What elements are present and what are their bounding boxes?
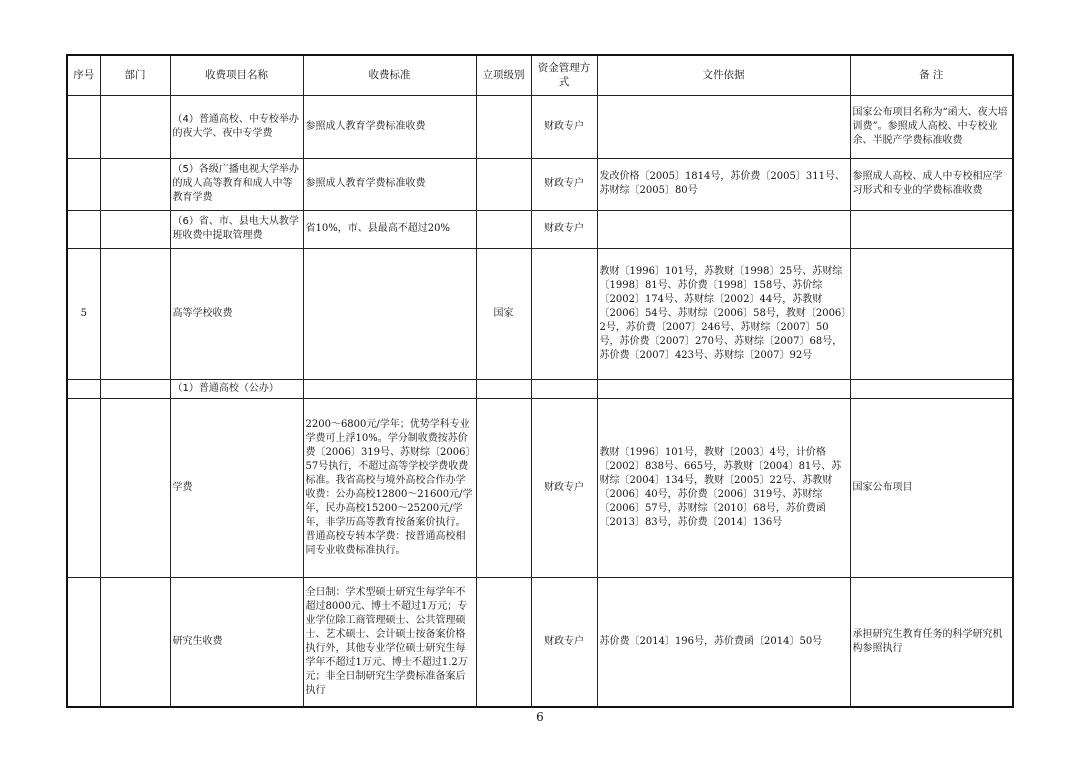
col-header-fund: 资金管理方式 <box>531 55 597 95</box>
col-header-item: 收费项目名称 <box>170 55 303 95</box>
cell-remark: 参照成人高校、成人中专校相应学习形式和专业的学费标准收费 <box>850 158 1013 210</box>
cell-level <box>476 158 531 210</box>
cell-item: （4）普通高校、中专校举办的夜大学、夜中专学费 <box>170 95 303 158</box>
table-row <box>67 379 1013 398</box>
cell-item: （5）各级广播电视大学举办的成人高等教育和成人中等教育学费 <box>170 158 303 210</box>
cell-item: （6）省、市、县电大从教学班收费中提取管理费 <box>170 210 303 248</box>
cell-standard: 2200～6800元/学年；优势学科专业学费可上浮10%。学分制收费按苏价费〔2006〕319号、苏财综〔2006〕57号执行，不超过高等学校学费收费标准。我省高校与境外高校合作办学收费：公办高校12800～21600元/学年，民办高校15200～25200元/学年，非学历高等教育按备案价执行。普通高校专转本学费：按普通高校相同专业收费标准执行。 <box>303 398 476 577</box>
cell-dept <box>100 398 170 577</box>
cell-basis <box>597 95 850 158</box>
cell-remark: 国家公布项目 <box>850 398 1013 577</box>
cell-remark: 国家公布项目名称为“函大、夜大培训费”。参照成人高校、中专校业余、半脱产学费标准收费 <box>850 95 1013 158</box>
cell-seq <box>67 379 100 398</box>
cell-seq <box>67 398 100 577</box>
cell-level <box>476 577 531 707</box>
cell-fund: 财政专户 <box>531 577 597 707</box>
cell-standard: 省10%，市、县最高不超过20% <box>303 210 476 248</box>
cell-item: 研究生收费 <box>170 577 303 707</box>
page-number: 6 <box>536 710 544 724</box>
cell-basis <box>597 379 850 398</box>
cell-seq <box>67 577 100 707</box>
cell-standard: 参照成人教育学费标准收费 <box>303 95 476 158</box>
cell-fund <box>531 379 597 398</box>
cell-basis: 苏价费〔2014〕196号，苏价费函〔2014〕50号 <box>597 577 850 707</box>
table-row <box>67 248 1013 379</box>
cell-remark: 承担研究生教育任务的科学研究机构参照执行 <box>850 577 1013 707</box>
cell-seq <box>67 158 100 210</box>
cell-dept <box>100 210 170 248</box>
col-header-remark: 备 注 <box>850 55 1013 95</box>
cell-fund <box>531 248 597 379</box>
col-header-basis: 文件依据 <box>597 55 850 95</box>
table-row <box>67 158 1013 210</box>
table-row <box>67 210 1013 248</box>
cell-fund: 财政专户 <box>531 95 597 158</box>
cell-level: 国家 <box>476 248 531 379</box>
cell-dept <box>100 379 170 398</box>
cell-remark <box>850 210 1013 248</box>
cell-standard: 参照成人教育学费标准收费 <box>303 158 476 210</box>
cell-basis: 教财〔1996〕101号，教财〔2003〕4号，计价格〔2002〕838号、665号，苏教财〔2004〕81号、苏财综〔2004〕134号，教财〔2005〕22号、苏教财〔2006〕40号，苏价费〔2006〕319号、苏财综〔2006〕57号，苏财综〔2010〕68号，苏价费函〔2013〕83号，苏价费〔2014〕136号 <box>597 398 850 577</box>
cell-basis: 发改价格〔2005〕1814号，苏价费〔2005〕311号、苏财综〔2005〕80号 <box>597 158 850 210</box>
cell-basis <box>597 210 850 248</box>
cell-item: （1）普通高校（公办） <box>170 379 303 398</box>
col-header-level: 立项级别 <box>476 55 531 95</box>
col-header-dept: 部门 <box>100 55 170 95</box>
cell-standard <box>303 379 476 398</box>
table-row <box>67 398 1013 577</box>
cell-remark <box>850 248 1013 379</box>
cell-basis: 教财〔1996〕101号，苏教财〔1998〕25号、苏财综〔1998〕81号、苏价费〔1998〕158号、苏价综〔2002〕174号、苏财综〔2002〕44号，苏教财〔2006〕54号、苏财综〔2006〕58号，教财〔2006〕2号，苏价费〔2007〕246号、苏财综〔2007〕50号，苏价费〔2007〕270号、苏财综〔2007〕68号，苏价费〔2007〕423号、苏财综〔2007〕92号 <box>597 248 850 379</box>
header-row <box>67 55 1013 95</box>
col-header-standard: 收费标准 <box>303 55 476 95</box>
col-header-seq: 序号 <box>67 55 100 95</box>
cell-level <box>476 95 531 158</box>
table-row <box>67 577 1013 707</box>
cell-seq <box>67 210 100 248</box>
cell-seq <box>67 95 100 158</box>
cell-dept <box>100 95 170 158</box>
cell-fund: 财政专户 <box>531 158 597 210</box>
cell-seq: 5 <box>67 248 100 379</box>
cell-dept <box>100 577 170 707</box>
cell-item: 高等学校收费 <box>170 248 303 379</box>
cell-standard <box>303 248 476 379</box>
cell-dept <box>100 158 170 210</box>
cell-level <box>476 398 531 577</box>
cell-dept <box>100 248 170 379</box>
cell-standard: 全日制：学术型硕士研究生每学年不超过8000元、博士不超过1万元；专业学位除工商管理硕士、公共管理硕士、艺术硕士、会计硕士按备案价格执行外，其他专业学位硕士研究生每学年不超过1万元、博士不超过1.2万元；非全日制研究生学费标准备案后执行 <box>303 577 476 707</box>
cell-fund: 财政专户 <box>531 398 597 577</box>
cell-level <box>476 379 531 398</box>
cell-remark <box>850 379 1013 398</box>
cell-item: 学费 <box>170 398 303 577</box>
fee-table <box>66 54 1014 708</box>
cell-fund: 财政专户 <box>531 210 597 248</box>
cell-level <box>476 210 531 248</box>
table-row <box>67 95 1013 158</box>
